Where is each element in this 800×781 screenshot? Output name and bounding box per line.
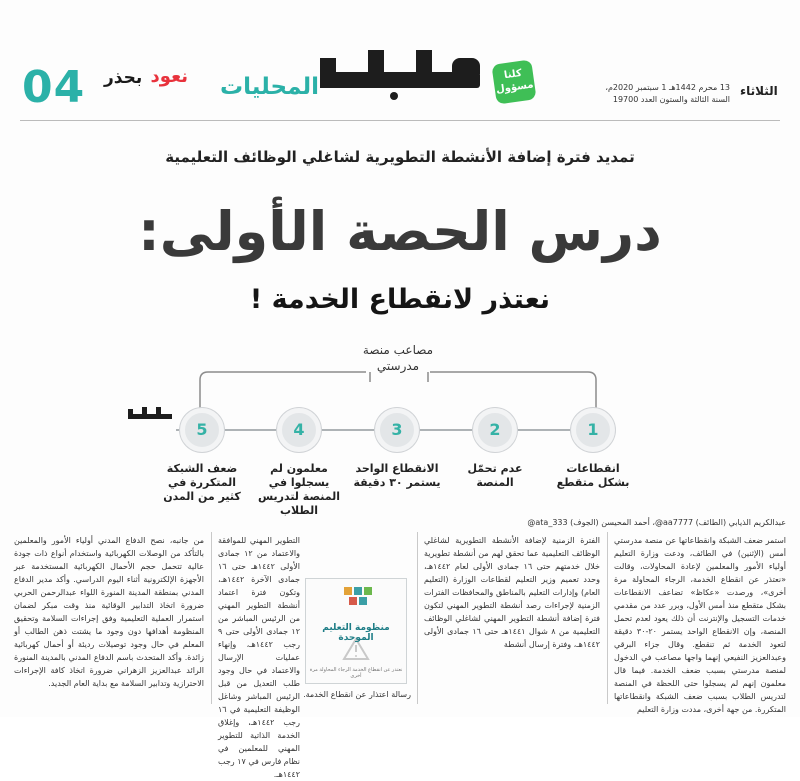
dateline-date: 13 محرم 1442هـ 1 سبتمبر 2020م، — [605, 83, 730, 92]
step-3-circle: 3 — [375, 408, 419, 452]
article-byline: عبدالكريم الذيابي (الطائف) aa7777@، أحمد المحيسن (الجوف) ata_333@ — [527, 518, 786, 527]
page-number: 04 — [22, 62, 86, 113]
article-column-3: التطوير المهني للموافقة والاعتماد من ١٢ جمادى الأولى ١٤٤٢هـ حتى ١٦ جمادى الآخرة ١٤٤٢هـ، وتكون فترة اعتماد أنشطة التطوير المهني من الرئيس المباشر من ١٢ جمادى الأولى حتى ٩ رجب ١٤٤٢هـ، وإنهاء عمليات الإرسال والاعتماد في حال وجود طلب التعديل من قبل الرئيس المباشر وشاغل الوظيفة التعليمية في ١٦ رجب ١٤٤٢هـ، وإغلاق الخدمة الذاتية للتطوير المهني للمعلمين في نظام فارس في ١٧ رجب ١٤٤٢هـ. — [217, 536, 300, 779]
article-headline: درس الحصة الأولى: — [138, 200, 662, 263]
error-screenshot — [305, 578, 407, 684]
step-1-circle: 1 — [571, 408, 615, 452]
step-4-circle: 4 — [277, 408, 321, 452]
dateline-issue: السنة الثالثة والستون العدد 19700 — [612, 95, 730, 104]
step-3-label: الانقطاع الواحد يستمر ٣٠ دقيقة — [353, 462, 441, 489]
column-divider — [607, 532, 608, 704]
image-caption: رسالة اعتذار عن انقطاع الخدمة. — [303, 690, 411, 699]
step-5-label: ضعف الشبكة المتكررة في كثير من المدن — [163, 462, 241, 503]
step-5-circle: 5 — [180, 408, 224, 452]
step-1-label: انقطاعات بشكل متقطع — [556, 462, 630, 489]
campaign-badge: كلنا مسؤول — [491, 59, 536, 104]
article-column-4: من جانبه، نصح الدفاع المدني أولياء الأمور والمعلمين بالتأكد من الوصلات الكهربائية واستخدام أنواع ذات جودة عالية تتحمل حجم الأحمال الكهربائية المستخدمة عبر الأجهزة الإلكترونية أثناء اليوم الدراسي. وأكد مدير الدفاع المدني بمنطقة المدينة المنورة اللواء عبدالرحمن الحربي ضرورة اتخاذ التدابير الوقائية منذ وقت مبكر لضمان استمرار العملية التعليمية وفق إجراءات السلامة وتحقيق المنظومة أهدافها دون وجود ما يشتت ذهن الطالب أو المعلم في حال وجود توصيلات رديئة أو أحمال كهربائية زائدة. وأكد المتحدث باسم الدفاع المدني بالمدينة المنورة الرائد عبدالعزيز الزهراني ضرورة اتخاذ كافة الإجراءات الاحترازية وتدابير السلامة مع بداية العام الجديد. — [14, 536, 204, 688]
article-kicker: تمديد فترة إضافة الأنشطة التطويرية لشاغلي الوظائف التعليمية — [165, 148, 635, 166]
campaign-word-2: بحذر — [104, 68, 143, 88]
article-subhead: نعتذر لانقطاع الخدمة ! — [249, 284, 551, 315]
column-divider — [211, 532, 212, 704]
section-title: المحليات — [220, 74, 320, 100]
diagram-title: مصاعب منصة مدرستي — [362, 343, 434, 373]
step-2-label: عدم تحمّل المنصة — [467, 462, 523, 489]
platform-name: منظومة التعليم الموحدة — [322, 623, 390, 643]
article-column-1: استمر ضعف الشبكة وانقطاعاتها عن منصة مدرستي أمس (الإثنين) في الطائف، ودعت وزارة التعليم أولياء الأمور والمعلمين لإعادة المحاولات، وقالت «نعتذر عن انقطاع الخدمة، الرجاء المحاولة مرة أخرى»، ورصدت «عكاظ» تضاعف الانقطاعات بشكل متقطع منذ أمس الأول، وبرر عدد من مقدمي خدمات التسجيل والإنترنت أن ذلك يعود لعدم تحمل المنصة، وإن الانقطاع الواحد يستمر ٢٠-٣٠ دقيقة لتعود الخدمة ثم تنقطع. وقال جزاء البرقي وعبدالعزيز النفيعي إنهما واجها مصاعب في الدخول لمنصة مدرستي بسبب ضعف الخدمة. فيما قال معلمون إنهم لم يسجلوا حتى اللحظة في المنصة لتدريس الطلاب بسبب ضعف الشبكة وانقطاعاتها المتكررة. من جهة أخرى، مددت وزارة التعليم — [614, 536, 786, 714]
article-column-2: الفترة الزمنية لإضافة الأنشطة التطويرية لشاغلي الوظائف التعليمية عما تحقق لهم من أنشطة تطويرية خلال خدمتهم حتى ١٦ جمادى الأولى لعام ١٤٤٢هـ، وحدد تعميم وزير التعليم لقطاعات الوزارة (التعليم العام) وإدارات التعليم بالمناطق والمحافظات الفترات الزمنية لإجراءات رصد أنشطة التطوير المهني لتكون فترة إضافة أنشطة التطوير المهني لشاغلي الوظائف التعليمية من ٨ شوال ١٤٤١هـ حتى ١٦ جمادى الأولى ١٤٤٢هـ، وفترة إرسال أنشطة — [424, 536, 600, 649]
campaign-word-1: نعود — [150, 66, 188, 87]
okaz-small-logo-icon — [128, 407, 172, 423]
weekday: الثلاثاء — [740, 84, 778, 98]
column-divider — [417, 532, 418, 704]
step-4-label: معلمون لم يسجلوا في المنصة لتدريس الطلاب — [257, 462, 341, 517]
step-2-circle: 2 — [473, 408, 517, 452]
error-message: نعتذر عن انقطاع الخدمة الرجاء المحاولة مرة أخرى — [309, 667, 403, 679]
